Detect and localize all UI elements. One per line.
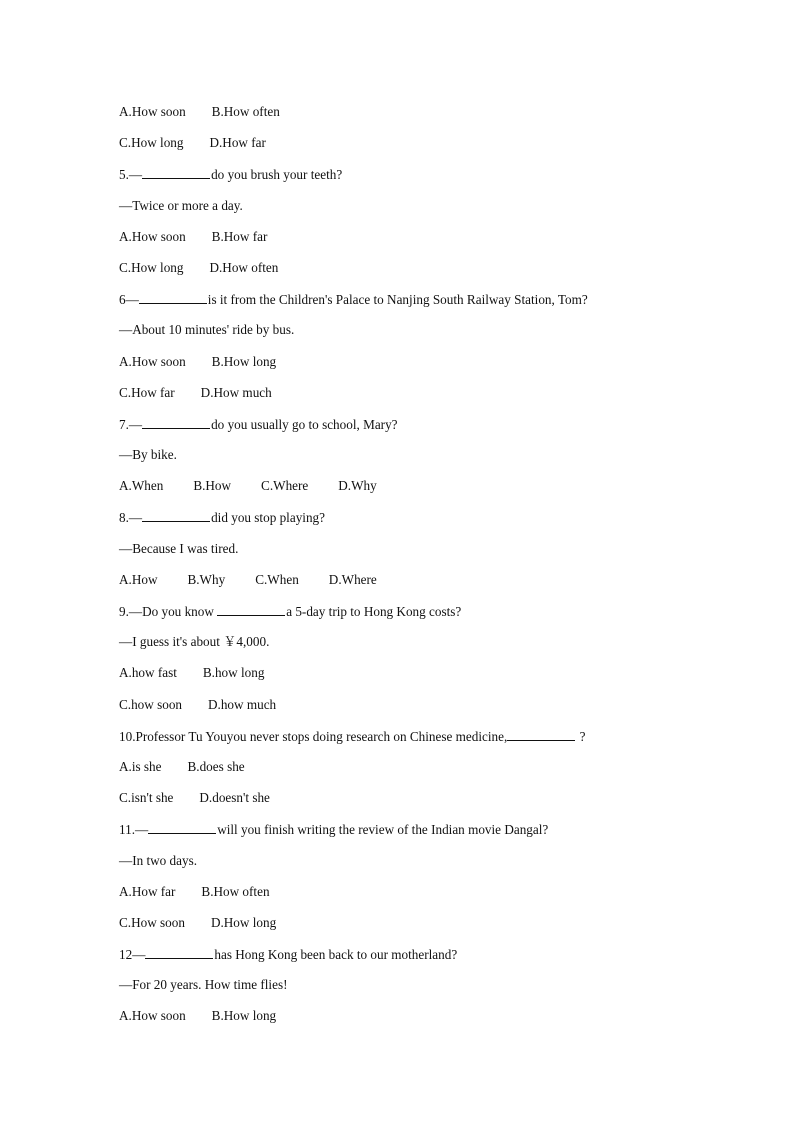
answer-options <box>119 756 679 787</box>
answer-option: A.How far <box>119 883 176 899</box>
question-line <box>119 818 679 849</box>
answer-option: C.how soon <box>119 696 183 712</box>
answer-options <box>119 257 679 288</box>
answer-option: B.How often <box>201 883 270 899</box>
fill-in-blank <box>142 506 210 522</box>
answer-options <box>119 881 679 912</box>
answer-option: C.When <box>255 571 299 587</box>
answer-option: C.How far <box>119 384 175 400</box>
answer-option: C.Where <box>261 478 309 494</box>
answer-option: B.does she <box>187 758 245 774</box>
answer-option: B.How far <box>211 228 268 244</box>
question-suffix: a 5-day trip to Hong Kong costs? <box>286 604 462 619</box>
answer-option: D.How much <box>200 384 272 400</box>
answer-options <box>119 382 679 413</box>
fill-in-blank <box>139 288 207 304</box>
question-prefix: 8.— <box>119 510 143 526</box>
question-line <box>119 943 679 974</box>
answer-option: A.How <box>119 571 158 587</box>
fill-in-blank <box>142 413 210 429</box>
dialogue-response: —Twice or more a day. <box>119 197 243 213</box>
answer-option: A.When <box>119 478 164 494</box>
question-prefix: 12— <box>119 947 146 963</box>
answer-options <box>119 101 679 132</box>
dialogue-response: —About 10 minutes' ride by bus. <box>119 322 295 338</box>
answer-options <box>119 662 679 693</box>
answer-options <box>119 475 679 506</box>
question-line <box>119 163 679 194</box>
fill-in-blank <box>145 943 213 959</box>
question-prefix: 10.Professor Tu Youyou never stops doing research on Chinese medicine, <box>119 728 508 744</box>
question-prefix: 7.— <box>119 416 143 432</box>
fill-in-blank <box>507 725 575 741</box>
answer-option: B.How <box>193 478 232 494</box>
question-suffix: is it from the Children's Palace to Nanjing South Railway Station, Tom? <box>207 292 588 308</box>
answer-options <box>119 912 679 943</box>
dialogue-response: —For 20 years. How time flies! <box>119 977 288 993</box>
question-line <box>119 288 679 319</box>
answer-option: C.How soon <box>119 914 185 930</box>
question-prefix: 9.—Do you know <box>119 604 218 619</box>
question-suffix: ? <box>576 728 586 744</box>
answer-options <box>119 569 679 600</box>
question-suffix: do you usually go to school, Mary? <box>211 416 398 432</box>
answer-option: A.is she <box>119 758 162 774</box>
question-suffix: will you finish writing the review of the Indian movie Dangal? <box>217 822 549 838</box>
answer-option: C.How long <box>119 135 184 151</box>
answer-option: C.How long <box>119 259 184 275</box>
question-suffix: do you brush your teeth? <box>211 167 343 183</box>
dialogue-response: —I guess it's about ￥4,000. <box>119 634 270 650</box>
answer-option: C.isn't she <box>119 790 174 806</box>
fill-in-blank <box>217 600 285 616</box>
answer-option: A.How soon <box>119 353 186 369</box>
answer-option: D.How long <box>210 914 277 930</box>
question-line <box>119 413 679 444</box>
answer-option: A.How soon <box>119 104 186 119</box>
question-prefix: 11.— <box>119 822 149 838</box>
answer-option: A.how fast <box>119 665 177 681</box>
answer-option: B.How long <box>211 353 277 369</box>
fill-in-blank <box>142 163 210 179</box>
answer-option: B.how long <box>202 665 265 681</box>
question-line <box>119 725 679 756</box>
answer-options <box>119 1005 679 1036</box>
answer-options <box>119 694 679 725</box>
answer-options <box>119 787 679 818</box>
answer-options <box>119 226 679 257</box>
answer-option: D.Why <box>338 478 377 494</box>
question-suffix: did you stop playing? <box>211 510 325 526</box>
answer-option: B.Why <box>187 571 226 587</box>
answer-option: D.doesn't she <box>199 790 270 806</box>
answer-option: D.How often <box>209 259 279 275</box>
question-suffix: has Hong Kong been back to our motherland? <box>214 947 458 963</box>
question-prefix: 6— <box>119 292 139 308</box>
answer-option: A.How soon <box>119 228 186 244</box>
question-prefix: 5.— <box>119 167 143 183</box>
answer-option: D.How far <box>209 135 266 151</box>
answer-options <box>119 351 679 382</box>
dialogue-response: —By bike. <box>119 447 177 463</box>
dialogue-response: —Because I was tired. <box>119 540 239 556</box>
answer-option: D.how much <box>208 696 277 712</box>
question-line <box>119 506 679 537</box>
dialogue-response: —In two days. <box>119 852 198 868</box>
answer-option: B.How long <box>211 1008 277 1024</box>
worksheet-page <box>119 101 679 1037</box>
answer-options <box>119 132 679 163</box>
answer-option: B.How often <box>211 104 280 119</box>
question-line <box>119 600 679 631</box>
answer-option: A.How soon <box>119 1008 186 1024</box>
answer-option: D.Where <box>328 571 377 587</box>
fill-in-blank <box>148 818 216 834</box>
